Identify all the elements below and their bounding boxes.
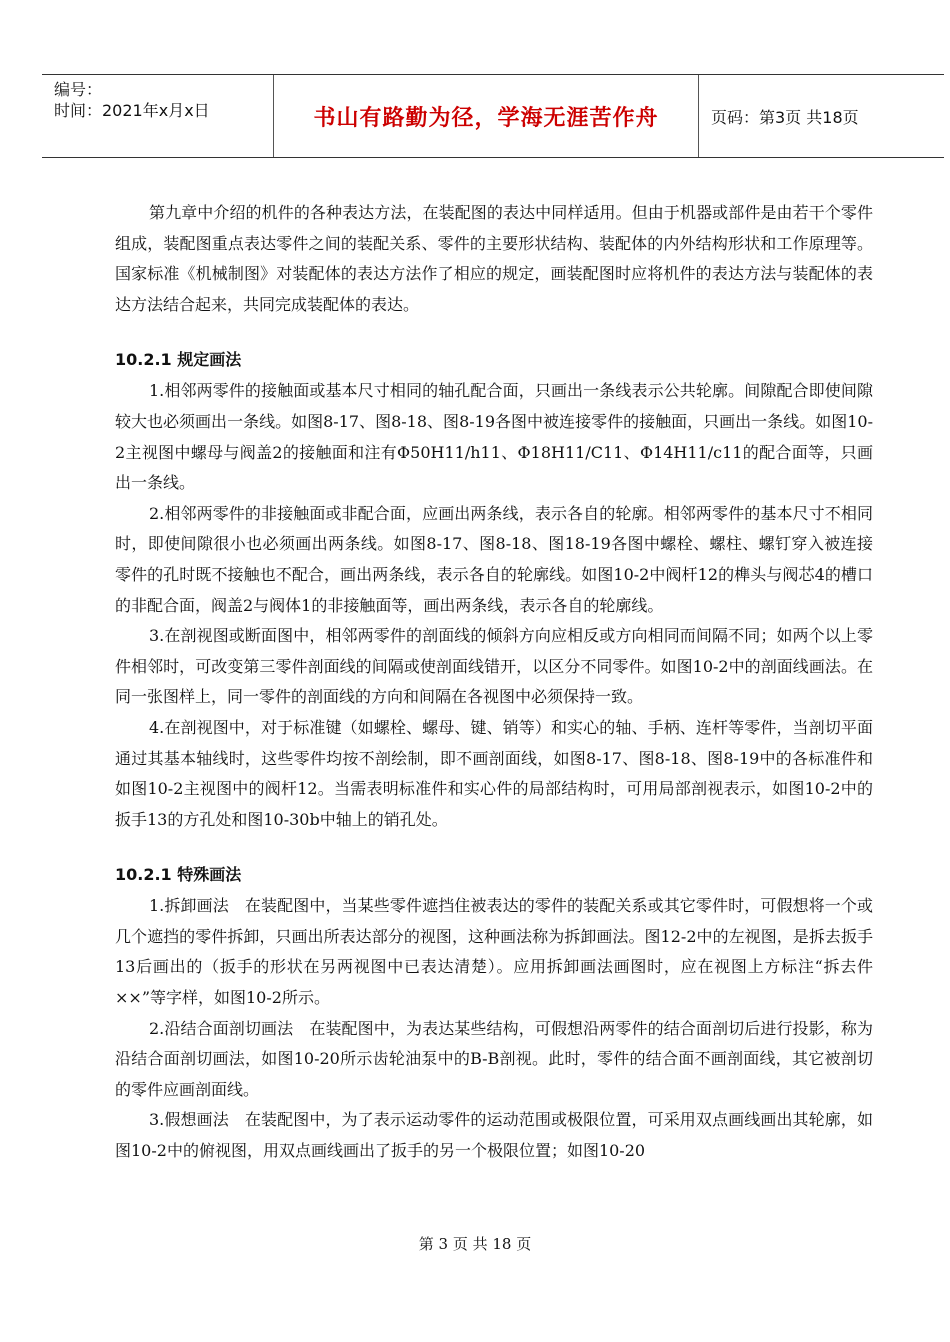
section1-paragraph: 2.相邻两零件的非接触面或非配合面，应画出两条线，表示各自的轮廓。相邻两零件的基本尺寸不相同时，即使间隙很小也必须画出两条线。如图8-17、图8-18、图18-19各图中螺栓、螺柱、螺钉穿入被连接零件的孔时既不接触也不配合，画出两条线，表示各自的轮廓线。如图10-2中阀杆12的榫头与阀芯4的槽口的非配合面，阀盖2与阀体1的非接触面等，画出两条线，表示各自的轮廓线。 — [115, 503, 873, 615]
header-motto-cell — [274, 75, 699, 157]
document-body — [115, 198, 873, 1167]
section-heading: 10.2.1 规定画法 — [115, 350, 242, 370]
spacer — [115, 320, 873, 334]
section2-paragraph: 1.拆卸画法 在装配图中，当某些零件遮挡住被表达的零件的装配关系或其它零件时，可假想将一个或几个遮挡的零件拆卸，只画出所表达部分的视图，这种画法称为拆卸画法。图12-2中的左视图，是拆去扳手13后画出的（扳手的形状在另两视图中已表达清楚）。应用拆卸画法画图时，应在视图上方标注“拆去件××”等字样，如图10-2所示。 — [115, 896, 873, 1008]
section1-paragraph: 1.相邻两零件的接触面或基本尺寸相同的轴孔配合面，只画出一条线表示公共轮廓。间隙配合即使间隙较大也必须画出一条线。如图8-17、图8-18、图8-19各图中被连接零件的接触面，只画出一条线。如图10-2主视图中螺母与阀盖2的接触面和注有Φ50H11/h11、Φ18H11/C11、Φ14H11/c11的配合面等，只画出一条线。 — [115, 381, 873, 493]
page-footer — [0, 1233, 950, 1254]
section2-paragraph: 3.假想画法 在装配图中，为了表示运动零件的运动范围或极限位置，可采用双点画线画出其轮廓，如图10-2中的俯视图，用双点画线画出了扳手的另一个极限位置；如图10-20 — [115, 1110, 873, 1161]
section1-paragraph: 3.在剖视图或断面图中，相邻两零件的剖面线的倾斜方向应相反或方向相同而间隔不同；如两个以上零件相邻时，可改变第三零件剖面线的间隔或使剖面线错开，以区分不同零件。如图10-2中的剖面线画法。在同一张图样上，同一零件的剖面线的方向和间隔在各视图中必须保持一致。 — [115, 626, 873, 707]
section1-paragraph: 4.在剖视图中，对于标准键（如螺栓、螺母、键、销等）和实心的轴、手柄、连杆等零件，当剖切平面通过其基本轴线时，这些零件均按不剖绘制，即不画剖面线，如图8-17、图8-18、图8-19中的各标准件和如图10-2主视图中的阀杆12。当需表明标准件和实心件的局部结构时，可用局部剖视表示，如图10-2中的扳手13的方孔处和图10-30b中轴上的销孔处。 — [115, 717, 873, 829]
header-page-cell — [699, 75, 944, 157]
doc-number-label: 编号： — [54, 80, 103, 99]
page-header — [42, 74, 944, 158]
section2-paragraph: 2.沿结合面剖切画法 在装配图中，为表达某些结构，可假想沿两零件的结合面剖切后进行投影，称为沿结合面剖切画法，如图10-20所示齿轮油泵中的B-B剖视。此时，零件的结合面不画剖面线，其它被剖切的零件应画剖面线。 — [115, 1018, 873, 1099]
doc-time-label: 时间：2021年x月x日 — [54, 101, 210, 120]
section-heading: 10.2.1 特殊画法 — [115, 865, 242, 885]
header-page-info: 页码：第3页 共18页 — [711, 107, 859, 127]
footer-page-number: 第 3 页 共 18 页 — [418, 1235, 532, 1253]
intro-paragraph: 第九章中介绍的机件的各种表达方法，在装配图的表达中同样适用。但由于机器或部件是由若干个零件组成，装配图重点表达零件之间的装配关系、零件的主要形状结构、装配体的内外结构形状和工作原理等。国家标准《机械制图》对装配体的表达方法作了相应的规定，画装配图时应将机件的表达方法与装配体的表达方法结合起来，共同完成装配体的表达。 — [115, 203, 873, 314]
spacer — [115, 835, 873, 849]
header-motto: 书山有路勤为径，学海无涯苦作舟 — [313, 105, 659, 131]
header-left-cell — [42, 75, 274, 157]
